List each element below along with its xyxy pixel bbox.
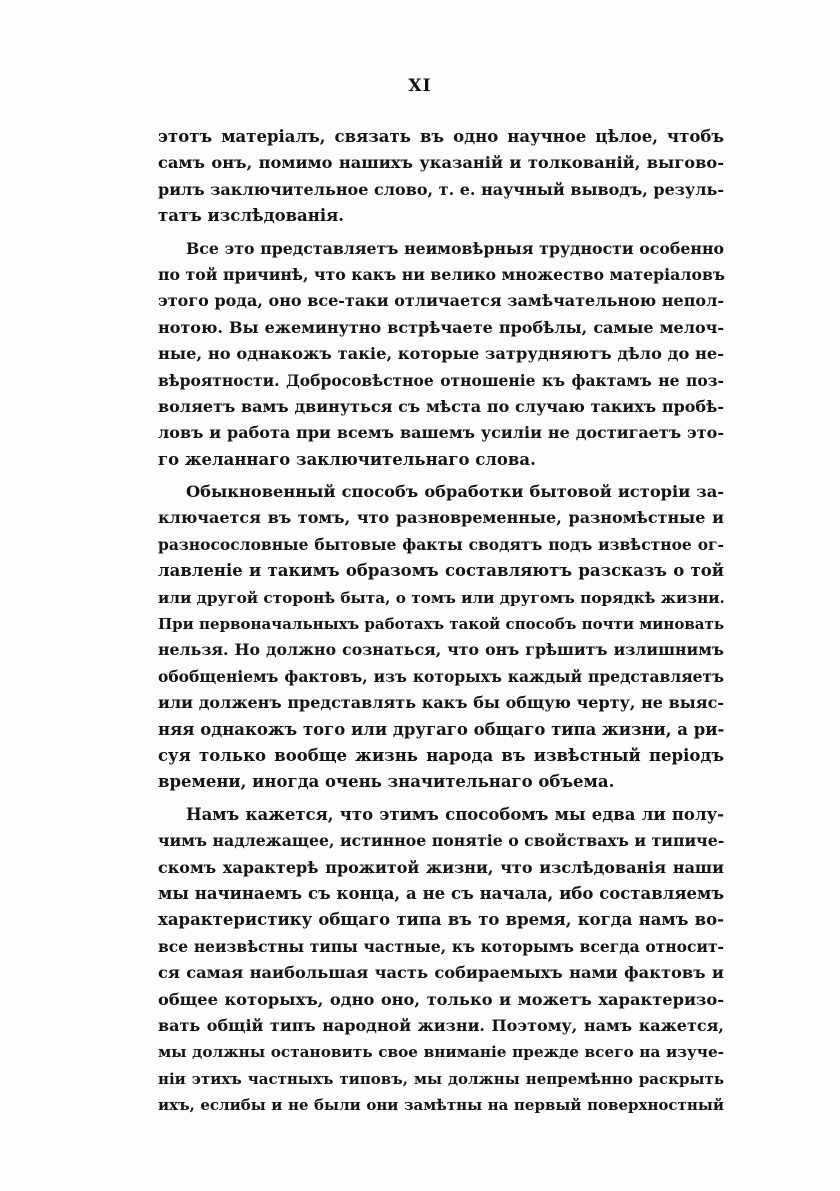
text-line: рилъ заключительное слово, т. е. научный выводъ, резуль- [158, 179, 724, 199]
text-line: вѣроятности. Добросовѣстное отношеніе къ фактамъ не поз- [158, 370, 724, 390]
text-line: скомъ характерѣ прожитой жизни, что изслѣдованія наши [158, 857, 724, 877]
text-line: все неизвѣстны типы частные, къ которымъ всегда относит- [158, 936, 724, 956]
text-line: этого рода, оно все-таки отличается замѣчательною непол- [158, 291, 724, 311]
text-line: ніи этихъ частныхъ типовъ, мы должны непремѣнно раскрыть [158, 1069, 724, 1088]
text-line: лавленіе и такимъ образомъ составляютъ разсказъ о той [158, 561, 724, 581]
text-line: общее которыхъ, одно оно, только и можетъ характеризо- [158, 989, 724, 1009]
text-line: мы начинаемъ съ конца, а не съ начала, ибо составляемъ [158, 883, 724, 903]
text-line: разносословные бытовые факты сводятъ подъ извѣстное ог- [158, 534, 724, 554]
paragraph-1 [158, 124, 724, 230]
text-line: или другой сторонѣ быта, о томъ или другомъ порядкѣ жизни. [158, 588, 725, 607]
paragraph-2 [158, 236, 724, 474]
paragraph-4 [158, 802, 724, 1119]
text-line: ключается въ томъ, что разновременные, разномѣстные и [158, 508, 724, 528]
text-line: ихъ, еслибы и не были они замѣтны на первый поверхностный [158, 1096, 724, 1115]
text-line: времени, иногда очень значительнаго объема. [158, 772, 615, 792]
paragraph-3 [158, 479, 724, 796]
text-line: по той причинѣ, что какъ ни велико множество матеріаловъ [158, 264, 725, 284]
page-number: XI [408, 76, 432, 96]
text-line: ся самая наибольшая часть собираемыхъ нами фактовъ и [158, 963, 724, 983]
text-line: вать общій типъ народной жизни. Поэтому, намъ кажется, [158, 1015, 724, 1035]
text-line: Обыкновенный способъ обработки бытовой исторіи за- [186, 482, 724, 502]
text-line: Намъ кажется, что этимъ способомъ мы едва ли полу- [186, 804, 724, 824]
text-line: характеристику общаго типа въ то время, когда намъ во- [158, 910, 724, 930]
body-text [158, 124, 724, 1124]
text-line: няя однакожъ того или другаго общаго типа жизни, а ри- [158, 719, 725, 739]
text-line: мы должны остановить свое вниманіе прежде всего на изуче- [158, 1043, 724, 1062]
text-line: го желаннаго заключительнаго слова. [158, 449, 536, 469]
text-line: обобщеніемъ фактовъ, изъ которыхъ каждый представляетъ [158, 666, 724, 686]
text-line: татъ изслѣдованія. [158, 206, 345, 226]
text-line: ные, но однакожъ такіе, которые затрудняютъ дѣло до не- [158, 344, 724, 364]
text-line: нотою. Вы ежеминутно встрѣчаете пробѣлы, самые мелоч- [158, 317, 724, 337]
text-line: воляетъ вамъ двинуться съ мѣста по случаю такихъ пробѣ- [158, 396, 724, 416]
text-line: чимъ надлежащее, истинное понятіе о свойствахъ и типиче- [158, 831, 725, 851]
text-line: суя только вообще жизнь народа въ извѣстный періодъ [158, 745, 724, 765]
text-line: ловъ и работа при всемъ вашемъ усиліи не достигаетъ это- [158, 423, 724, 443]
text-line: или долженъ представлять какъ бы общую черту, не выяс- [158, 693, 724, 713]
text-line: Все это представляетъ неимовѣрныя трудности особенно [186, 238, 724, 258]
text-line: этотъ матеріалъ, связать въ одно научное цѣлое, чтобъ [158, 127, 724, 146]
text-line: нельзя. Но должно сознаться, что онъ грѣшитъ излишнимъ [158, 640, 724, 660]
text-line: При первоначальныхъ работахъ такой способъ почти миновать [158, 615, 724, 634]
text-line: самъ онъ, помимо нашихъ указаній и толкованій, выгово- [158, 153, 724, 173]
